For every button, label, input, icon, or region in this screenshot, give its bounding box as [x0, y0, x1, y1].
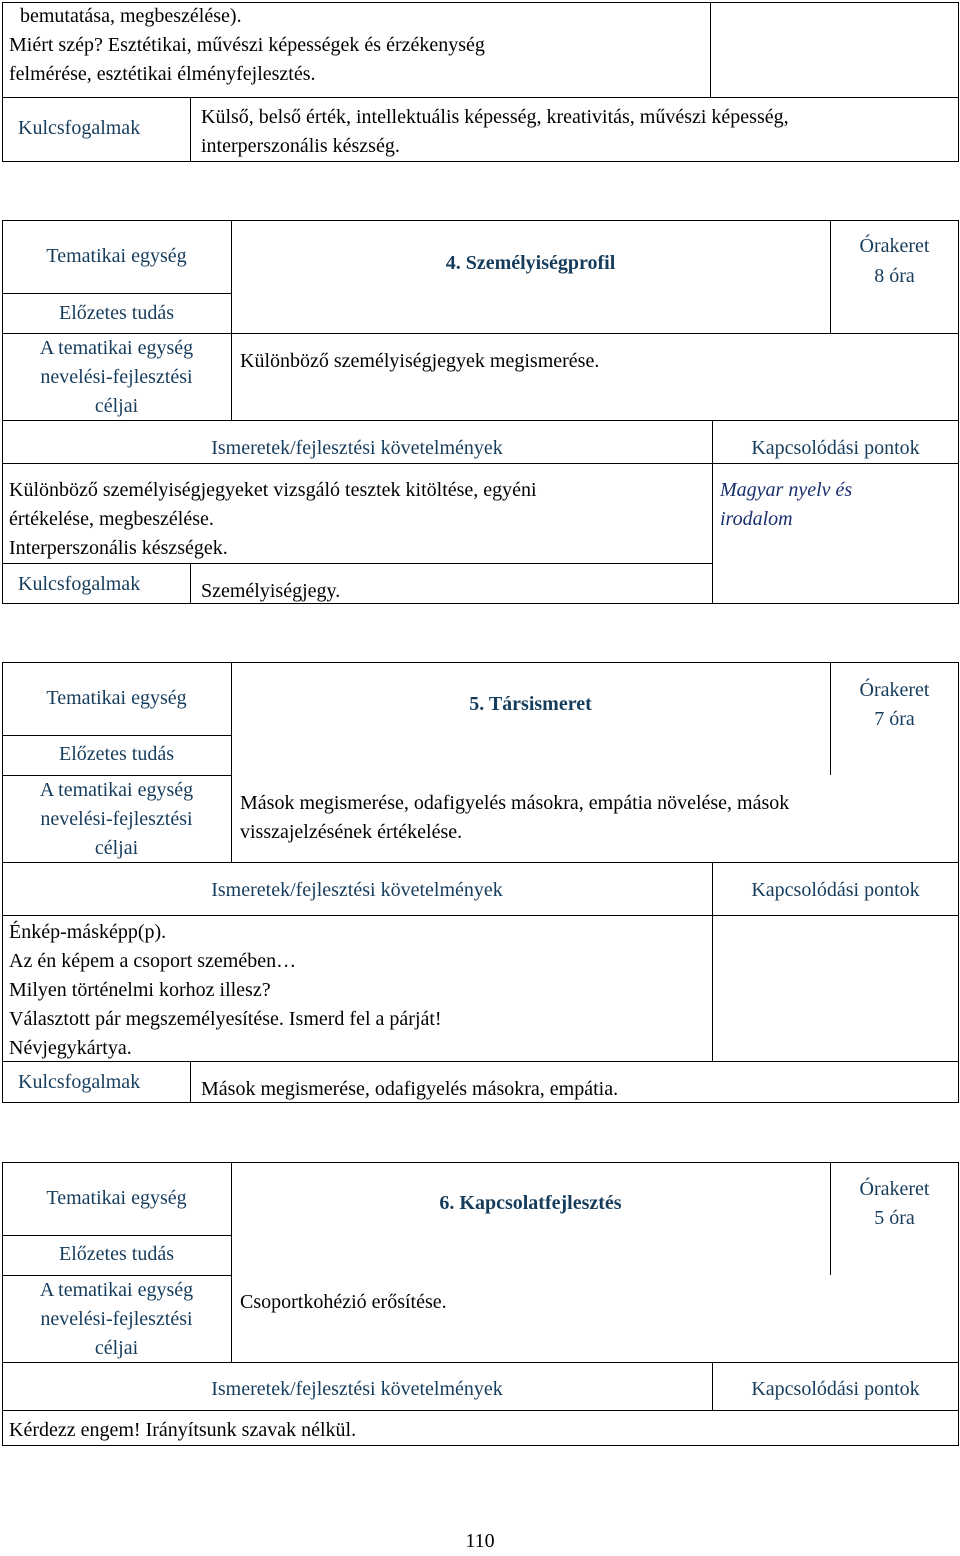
- unit-4-kapcsolodasi-label: Kapcsolódási pontok: [751, 437, 920, 459]
- unit-4-hline-a: [2, 293, 231, 294]
- unit-5-content-line-4: Választott pár megszemélyesítése. Ismerd fel a párját!: [9, 1008, 442, 1030]
- unit-4-links-line-2: irodalom: [720, 508, 793, 530]
- unit-4-kulcs-hline: [2, 563, 712, 564]
- unit-4-content-line-3: Interperszonális készségek.: [9, 537, 228, 559]
- unit-4-hline-d: [2, 463, 959, 464]
- unit-4-tematikai-label: Tematikai egység: [46, 245, 187, 267]
- top-kulcs-divider: [190, 97, 191, 162]
- unit-5-orakeret-label: Órakeret: [859, 679, 930, 701]
- top-kulcsfogalmak-line-2: interperszonális készség.: [201, 135, 400, 157]
- unit-6-celjai-line-1: A tematikai egység: [39, 1279, 194, 1301]
- unit-6-hours: 5 óra: [874, 1207, 915, 1229]
- unit-5-title: 5. Társismeret: [469, 693, 592, 715]
- unit-4-celjai-line-3: céljai: [94, 395, 139, 417]
- unit-5-content-line-3: Milyen történelmi korhoz illesz?: [9, 979, 271, 1001]
- unit-4-ismeretek-label: Ismeretek/fejlesztési követelmények: [211, 437, 503, 459]
- unit-4-hours: 8 óra: [874, 265, 915, 287]
- page-number: 110: [465, 1530, 495, 1552]
- unit-4-elozetes-label: Előzetes tudás: [59, 302, 174, 324]
- top-block-hline: [2, 97, 959, 98]
- unit-6-celjai-line-3: céljai: [94, 1337, 139, 1359]
- unit-6-content-line-1: Kérdezz engem! Irányítsunk szavak nélkül.: [9, 1419, 357, 1441]
- unit-5-elozetes-label: Előzetes tudás: [59, 743, 174, 765]
- unit-5-hline-d: [2, 915, 959, 916]
- unit-4-title: 4. Személyiségprofil: [445, 252, 616, 274]
- top-kulcsfogalmak-line-1: Külső, belső érték, intellektuális képesség, kreativitás, művészi képesség,: [201, 106, 789, 128]
- unit-6-goal: Csoportkohézió erősítése.: [240, 1291, 447, 1313]
- unit-6-celjai-line-2: nevelési-fejlesztési: [40, 1308, 193, 1330]
- unit-5-celjai-line-2: nevelési-fejlesztési: [40, 808, 193, 830]
- unit-6-ismeretek-label: Ismeretek/fejlesztési követelmények: [211, 1378, 503, 1400]
- unit-5-goal-line-2: visszajelzésének értékelése.: [240, 821, 463, 843]
- unit-5-kulcs-hline: [2, 1061, 959, 1062]
- unit-4-kulcsfogalmak-label: Kulcsfogalmak: [18, 573, 141, 595]
- unit-4-content-line-2: értékelése, megbeszélése.: [9, 508, 214, 530]
- top-block-divider: [710, 2, 711, 97]
- unit-4-goal: Különböző személyiségjegyek megismerése.: [240, 350, 600, 372]
- unit-4-links-line-1: Magyar nyelv és: [720, 479, 853, 501]
- unit-6-orakeret-label: Órakeret: [859, 1178, 930, 1200]
- unit-5-kapcsolodasi-label: Kapcsolódási pontok: [751, 879, 920, 901]
- unit-4-celjai-line-1: A tematikai egység: [39, 337, 194, 359]
- top-line-2: Miért szép? Esztétikai, művészi képességek és érzékenység: [9, 34, 485, 56]
- unit-5-celjai-line-1: A tematikai egység: [39, 779, 194, 801]
- unit-5-tematikai-label: Tematikai egység: [46, 687, 187, 709]
- unit-6-elozetes-label: Előzetes tudás: [59, 1243, 174, 1265]
- unit-5-kulcsfogalmak-label: Kulcsfogalmak: [18, 1071, 141, 1093]
- unit-4-content-line-1: Különböző személyiségjegyeket vizsgáló tesztek kitöltése, egyéni: [9, 479, 537, 501]
- unit-5-content-line-5: Névjegykártya.: [9, 1037, 132, 1059]
- unit-5-hline-a: [2, 735, 231, 736]
- top-line-3: felmérése, esztétikai élményfejlesztés.: [9, 63, 316, 85]
- unit-5-hours: 7 óra: [874, 708, 915, 730]
- unit-5-kulcs-divider: [190, 1061, 191, 1103]
- unit-5-ismeretek-label: Ismeretek/fejlesztési követelmények: [211, 879, 503, 901]
- unit-6-title: 6. Kapcsolatfejlesztés: [439, 1192, 622, 1214]
- unit-5-content-line-2: Az én képem a csoport szemében…: [9, 950, 297, 972]
- unit-4-celjai-line-2: nevelési-fejlesztési: [40, 366, 193, 388]
- unit-4-kulcsfogalmak: Személyiségjegy.: [201, 580, 341, 602]
- top-line-1: bemutatása, megbeszélése).: [20, 5, 242, 27]
- unit-4-orakeret-label: Órakeret: [859, 235, 930, 257]
- unit-6-tematikai-label: Tematikai egység: [46, 1187, 187, 1209]
- top-kulcsfogalmak-label: Kulcsfogalmak: [18, 117, 141, 139]
- unit-5-content-line-1: Énkép-másképp(p).: [9, 921, 167, 943]
- unit-5-goal-line-1: Mások megismerése, odafigyelés másokra, empátia növelése, mások: [240, 792, 790, 814]
- unit-6-hline-a: [2, 1235, 231, 1236]
- unit-6-kapcsolodasi-label: Kapcsolódási pontok: [751, 1378, 920, 1400]
- unit-6-hline-d: [2, 1410, 959, 1411]
- unit-4-kulcs-divider: [190, 563, 191, 604]
- unit-5-celjai-line-3: céljai: [94, 837, 139, 859]
- unit-5-kulcsfogalmak: Mások megismerése, odafigyelés másokra, empátia.: [201, 1078, 619, 1100]
